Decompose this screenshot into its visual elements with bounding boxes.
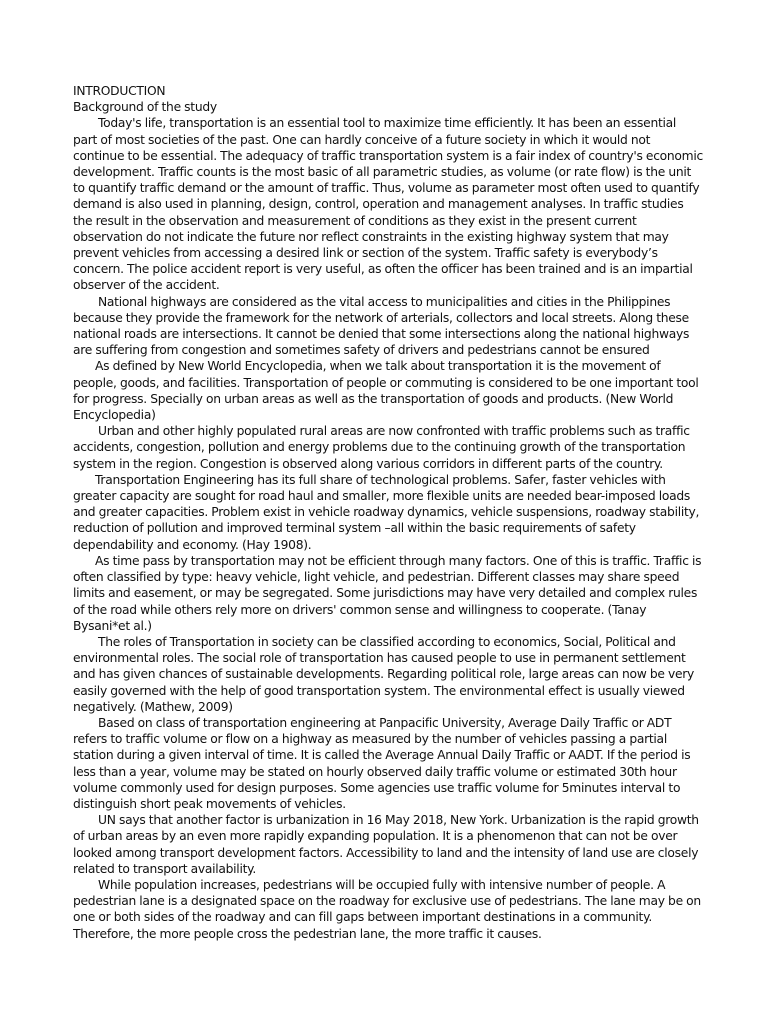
paragraph-6: As time pass by transportation may not be efficient through many factors. One of this is traffic. Traffic is often classified by type: heavy vehicle, light vehicle, and pedestrian. Different classes may share speed limits and easement, or may be segregated. Some jurisdictions may have very detailed and complex rules of the road while others rely more on drivers' common sense and willingness to cooperate. (Tanay Bysani*et al.): [73, 553, 702, 633]
paragraph-8: Based on class of transportation engineering at Panpacific University, Average Daily Traffic or ADT refers to traffic volume or flow on a highway as measured by the number of vehicles passing a partial station during a given interval of time. It is called the Average Annual Daily Traffic or AADT. If the period is less than a year, volume may be stated on hourly observed daily traffic volume or estimated 30th hour volume commonly used for design purposes. Some agencies use traffic volume for 5minutes interval to distinguish short peak movements of vehicles.: [73, 715, 691, 811]
paragraph-10: While population increases, pedestrians will be occupied fully with intensive number of people. A pedestrian lane is a designated space on the roadway for exclusive use of pedestrians. The lane may be on one or both sides of the roadway and can fill gaps between important destinations in a community. Therefore, the more people cross the pedestrian lane, the more traffic it causes.: [73, 877, 701, 941]
section-heading: INTRODUCTION: [73, 84, 166, 98]
paragraph-9: UN says that another factor is urbanization in 16 May 2018, New York. Urbanization is the rapid growth of urban areas by an even more rapidly expanding population. It is a phenomenon that can not be over looked among transport development factors. Accessibility to land and the intensity of land use are closely related to transport availability.: [73, 813, 699, 876]
subsection-heading: Background of the study: [73, 100, 217, 115]
paragraph-4: Urban and other highly populated rural areas are now confronted with traffic problems such as traffic accidents, congestion, pollution and energy problems due to the continuing growth of the transportation system in the region. Congestion is observed along various corridors in different parts of the country.: [73, 424, 690, 471]
paragraph-5: Transportation Engineering has its full share of technological problems. Safer, faster vehicles with greater capacity are sought for road haul and smaller, more flexible units are needed bear-imposed loads and greater capacities. Problem exist in vehicle roadway dynamics, vehicle suspensions, roadway stability, reduction of pollution and improved terminal system –all within the basic requirements of safety dependability and economy. (Hay 1908).: [73, 472, 700, 552]
paragraph-1: Today's life, transportation is an essential tool to maximize time efficiently. It has been an essential part of most societies of the past. One can hardly conceive of a future society in which it would not continue to be essential. The adequacy of traffic transportation system is a fair index of country's economic development. Traffic counts is the most basic of all parametric studies, as volume (or rate flow) is the unit to quantify traffic demand or the amount of traffic. Thus, volume as parameter most often used to quantify demand is also used in planning, design, control, operation and management analyses. In traffic studies the result in the observation and measurement of conditions as they exist in the present current observation do not indicate the future nor reflect constraints in the existing highway system that may prevent vehicles from accessing a desired link or section of the system. Traffic safety is everybody’s concern. The police accident report is very useful, as often the officer has been trained and is an impartial observer of the accident.: [73, 116, 703, 293]
paragraph-2: National highways are considered as the vital access to municipalities and cities in the Philippines because they provide the framework for the network of arterials, collectors and local streets. Along these national roads are intersections. It cannot be denied that some intersections along the national highways are suffering from congestion and sometimes safety of drivers and pedestrians cannot be ensured: [73, 294, 690, 358]
paragraph-7: The roles of Transportation in society can be classified according to economics, Social, Political and environmental roles. The social role of transportation has caused people to use in permanent settlement and has given chances of sustainable developments. Regarding political role, large areas can now be very easily governed with the help of good transportation system. The environmental effect is usually viewed negatively. (Mathew, 2009): [73, 634, 695, 714]
document-page: [73, 83, 703, 942]
paragraph-3: As defined by New World Encyclopedia, when we talk about transportation it is the movement of people, goods, and facilities. Transportation of people or commuting is considered to be one important tool for progress. Specially on urban areas as well as the transportation of goods and products. (New World Encyclopedia): [73, 359, 699, 423]
